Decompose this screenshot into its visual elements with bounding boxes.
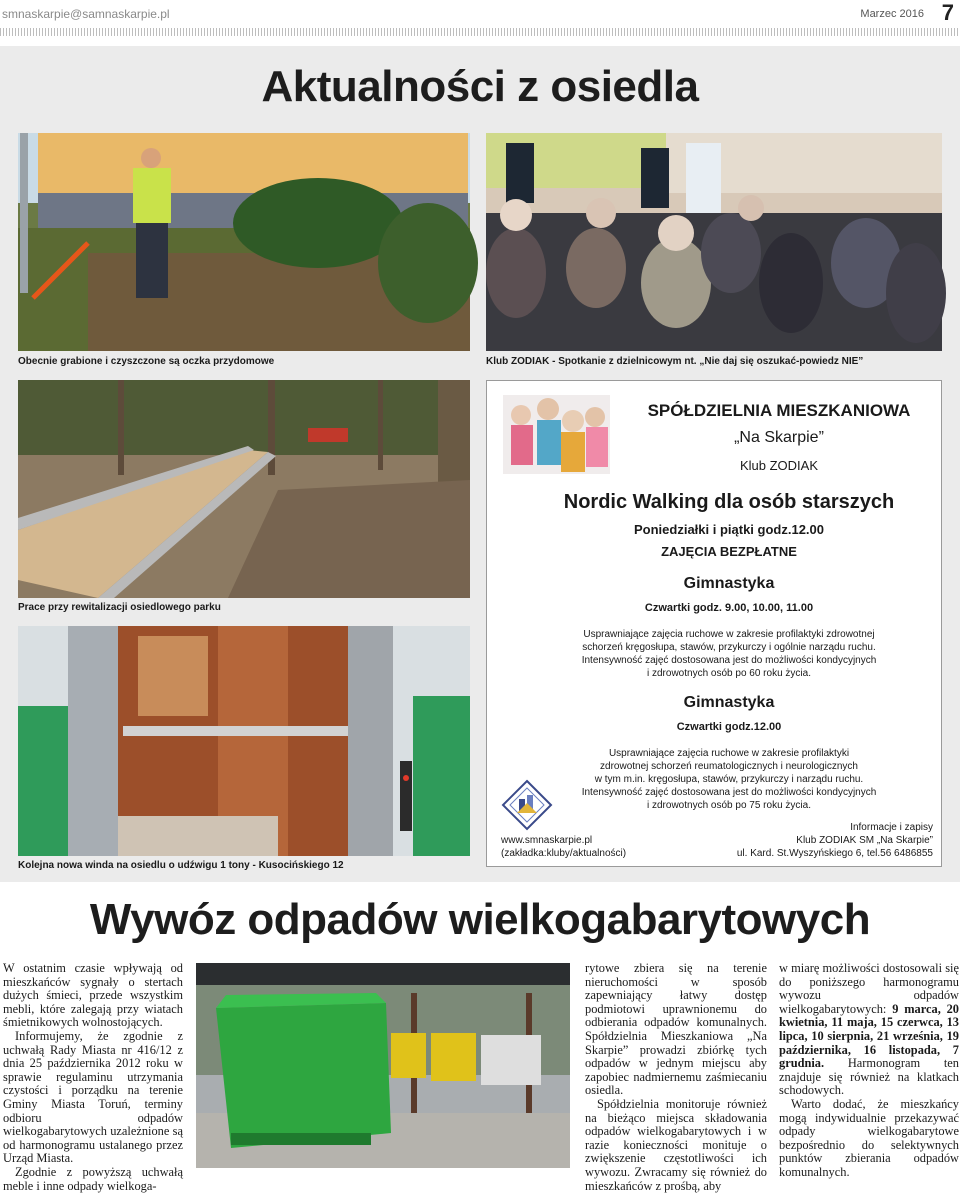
collection-dates: 9 marca, 20 kwietnia, 11 maja, 15 czerwca, 13 lipca, 10 sierpnia, 21 września, 19 października, 16 listopada, 7 grudnia. bbox=[779, 1001, 960, 1071]
paragraph-text: w miarę możliwości dostosowali się do poniższego harmonogramu wywozu odpadów wielkogabarytowych: bbox=[779, 961, 959, 1016]
photo-meeting bbox=[486, 133, 942, 351]
gym2-desc-line: w tym m.in. kręgosłupa, stawów, przykurczy i narządu ruchu. bbox=[594, 774, 864, 785]
promo-gym1-times: Czwartki godz. 9.00, 10.00, 11.00 bbox=[644, 602, 814, 614]
photo-cleanup bbox=[18, 133, 470, 351]
article-paragraph: Zgodnie z powyższą uchwałą meble i inne odpady wielkoga- bbox=[3, 1164, 183, 1193]
header-rule bbox=[0, 28, 960, 36]
gym1-desc-line: schorzeń kręgosłupa, stawów, przykurczy i ogólnie narządu ruchu. bbox=[582, 642, 876, 653]
promo-coop-quote: „Na Skarpie” bbox=[734, 429, 824, 446]
section-title-news: Aktualności z osiedla bbox=[261, 62, 699, 111]
gym1-desc-line: Intensywność zajęć dostosowana jest do możliwości kondycyjnych bbox=[581, 655, 877, 666]
gym2-desc-line: Usprawniające zajęcia ruchowe w zakresie profilaktyki bbox=[608, 748, 850, 759]
article-column-3 bbox=[585, 962, 767, 1193]
promo-club: Klub ZODIAK bbox=[739, 458, 819, 473]
paragraph-text: Harmonogram ten znajduje się również na klatkach schodowych. bbox=[779, 1056, 959, 1098]
header-date: Marzec 2016 bbox=[860, 8, 924, 20]
article-paragraph: W ostatnim czasie wpływają od mieszkańców sygnały o stertach dużych śmieci, przede wszystkim mebli, które zalegają przy wiatach śmietnikowych wolnostojących. bbox=[3, 961, 183, 1030]
article-column-4 bbox=[779, 962, 959, 1180]
article-paragraph bbox=[779, 962, 959, 1098]
photo-containers bbox=[196, 963, 570, 1168]
promo-nordic-title: Nordic Walking dla osób starszych bbox=[563, 491, 895, 513]
article-paragraph: rytowe zbiera się na terenie nieruchomości w sposób zapewniający łatwy dostęp podmiotowi uprawnionemu do odbierania odpadów komunalnych. Spółdzielnia Mieszkaniowa „Na Skarpie” prowadzi zbiórkę tych odpadów w jednym miejscu aby zapobiec nadmiernemu zaśmiecaniu osiedla. bbox=[585, 961, 767, 1098]
caption-cleanup: Obecnie grabione i czyszczone są oczka przydomowe bbox=[18, 356, 275, 367]
promo-website-note: (zakładka:kluby/aktualności) bbox=[501, 848, 627, 859]
promo-website-block bbox=[501, 834, 626, 860]
caption-elevator: Kolejna nowa winda na osiedlu o udźwigu 1 tony - Kusocińskiego 12 bbox=[18, 860, 344, 871]
caption-park: Prace przy rewitalizacji osiedlowego parku bbox=[18, 602, 221, 613]
gym2-desc-line: zdrowotnej schorzeń reumatologicznych i neurologicznych bbox=[600, 761, 858, 772]
contact-line: Informacje i zapisy bbox=[850, 822, 933, 833]
promo-contact-info bbox=[737, 821, 933, 860]
gym2-desc-line: i zdrowotnych osób po 75 roku życia. bbox=[647, 800, 811, 811]
promo-gym2-desc bbox=[487, 747, 941, 812]
article-column-1 bbox=[3, 962, 183, 1193]
contact-line: ul. Kard. St.Wyszyńskiego 6, tel.56 6486855 bbox=[736, 848, 933, 859]
promo-gym2-times: Czwartki godz.12.00 bbox=[676, 721, 782, 733]
photo-park bbox=[18, 380, 470, 598]
promo-website-link[interactable]: www.smnaskarpie.pl bbox=[501, 835, 593, 846]
gym1-desc-line: Usprawniające zajęcia ruchowe w zakresie profilaktyki zdrowotnej bbox=[583, 629, 875, 640]
promo-gym2-title: Gimnastyka bbox=[683, 694, 775, 711]
article-paragraph: Informujemy, że zgodnie z uchwałą Rady Miasta nr 416/12 z dnia 25 października 2012 roku w sprawie regulaminu utrzymania czystości i porządku na terenie Gminy Miasta Toruń, terminy odbioru odpadów wielkogabarytowych uzależnione są od harmonogramu ustalanego przez Urząd Miasta. bbox=[3, 1028, 183, 1166]
promo-nordic-days: Poniedziałki i piątki godz.12.00 bbox=[634, 522, 824, 537]
page-number: 7 bbox=[941, 0, 954, 25]
header-email: smnaskarpie@samnaskarpie.pl bbox=[2, 7, 170, 21]
gym1-desc-line: i zdrowotnych osób po 60 roku życia. bbox=[647, 668, 811, 679]
article-paragraph: Spółdzielnia monitoruje również na bieżąco miejsca składowania odpadów wielkogabarytowych i w razie konieczności monituje o zwiększenie częstotliwości ich wywozu. Zwracamy się również do mieszkańców z prośbą, aby bbox=[585, 1096, 767, 1193]
photo-elevator bbox=[18, 626, 470, 856]
promo-gym1-desc bbox=[487, 628, 941, 680]
coop-logo-icon bbox=[501, 779, 553, 831]
article-paragraph: Warto dodać, że mieszkańcy mogą indywidualnie przekazywać odpady wielkogabarytowe bezpośrednio do selektywnych punktów zbierania odpadów komunalnych. bbox=[779, 1096, 959, 1179]
caption-meeting: Klub ZODIAK - Spotkanie z dzielnicowym nt. „Nie daj się oszukać-powiedz NIE” bbox=[486, 356, 864, 367]
section-title-waste: Wywóz odpadów wielkogabarytowych bbox=[89, 895, 871, 944]
promo-coop-name: SPÓŁDZIELNIA MIESZKANIOWA bbox=[647, 401, 911, 420]
gym2-desc-line: Intensywność zajęć dostosowana jest do możliwości kondycyjnych bbox=[581, 787, 877, 798]
promo-gym1-title: Gimnastyka bbox=[683, 575, 775, 592]
contact-line: Klub ZODIAK SM „Na Skarpie” bbox=[796, 835, 933, 846]
promo-free: ZAJĘCIA BEZPŁATNE bbox=[661, 544, 797, 559]
club-zodiak-ad bbox=[486, 380, 942, 867]
